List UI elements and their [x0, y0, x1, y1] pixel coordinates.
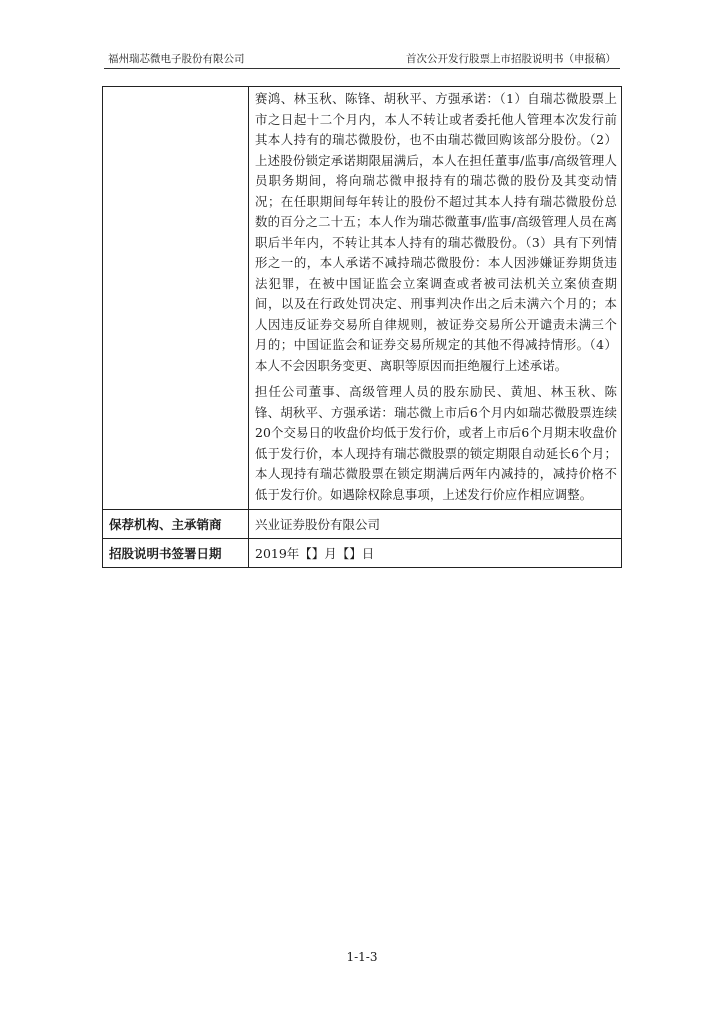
empty-label-cell: [103, 87, 249, 510]
commitment-paragraph-2: 担任公司董事、高级管理人员的股东励民、黄旭、林玉秋、陈锋、胡秋平、方强承诺：瑞芯微上市后6个月内如瑞芯微股票连续20个交易日的收盘价均低于发行价，或者上市后6个月期末收盘价低于发行价，本人现持有瑞芯微股票的锁定期限自动延长6个月；本人现持有瑞芯微股票在锁定期满后两年内减持的，减持价格不低于发行价。如遇除权除息事项，上述发行价应作相应调整。: [255, 384, 617, 502]
prospectus-table: [102, 86, 622, 568]
sign-date-label: 招股说明书签署日期: [103, 539, 249, 568]
page-number: 1-1-3: [346, 950, 378, 964]
table-row-commitments: [103, 87, 622, 510]
commitment-paragraph-1: 赛鸿、林玉秋、陈锋、胡秋平、方强承诺：（1）自瑞芯微股票上市之日起十二个月内，本人不转让或者委托他人管理本次发行前其本人持有的瑞芯微股份，也不由瑞芯微回购该部分股份。（2）上述股份锁定承诺期限届满后，本人在担任董事/监事/高级管理人员职务期间，将向瑞芯微申报持有的瑞芯微的股份及其变动情况；在任职期间每年转让的股份不超过其本人持有瑞芯微股份总数的百分之二十五；本人作为瑞芯微董事/监事/高级管理人员在离职后半年内，不转让其本人持有的瑞芯微股份。（3）具有下列情形之一的，本人承诺不减持瑞芯微股份：本人因涉嫌证券期货违法犯罪，在被中国证监会立案调查或者被司法机关立案侦查期间，以及在行政处罚决定、刑事判决作出之后未满六个月的；本人因违反证券交易所自律规则，被证券交易所公开谴责未满三个月的；中国证监会和证券交易所规定的其他不得减持情形。（4）本人不会因职务变更、离职等原因而拒绝履行上述承诺。: [255, 91, 617, 373]
header-doc-title: 首次公开发行股票上市招股说明书（申报稿）: [406, 53, 616, 65]
commitments-cell: [249, 87, 622, 510]
table-row-sign-date: [103, 539, 622, 568]
table-row-sponsor: [103, 510, 622, 539]
sponsor-label: 保荐机构、主承销商: [103, 510, 249, 539]
sponsor-value: 兴业证券股份有限公司: [249, 510, 622, 539]
sign-date-value: 2019年【】月【】日: [249, 539, 622, 568]
page-header: [104, 50, 620, 69]
header-company: 福州瑞芯微电子股份有限公司: [108, 53, 245, 65]
